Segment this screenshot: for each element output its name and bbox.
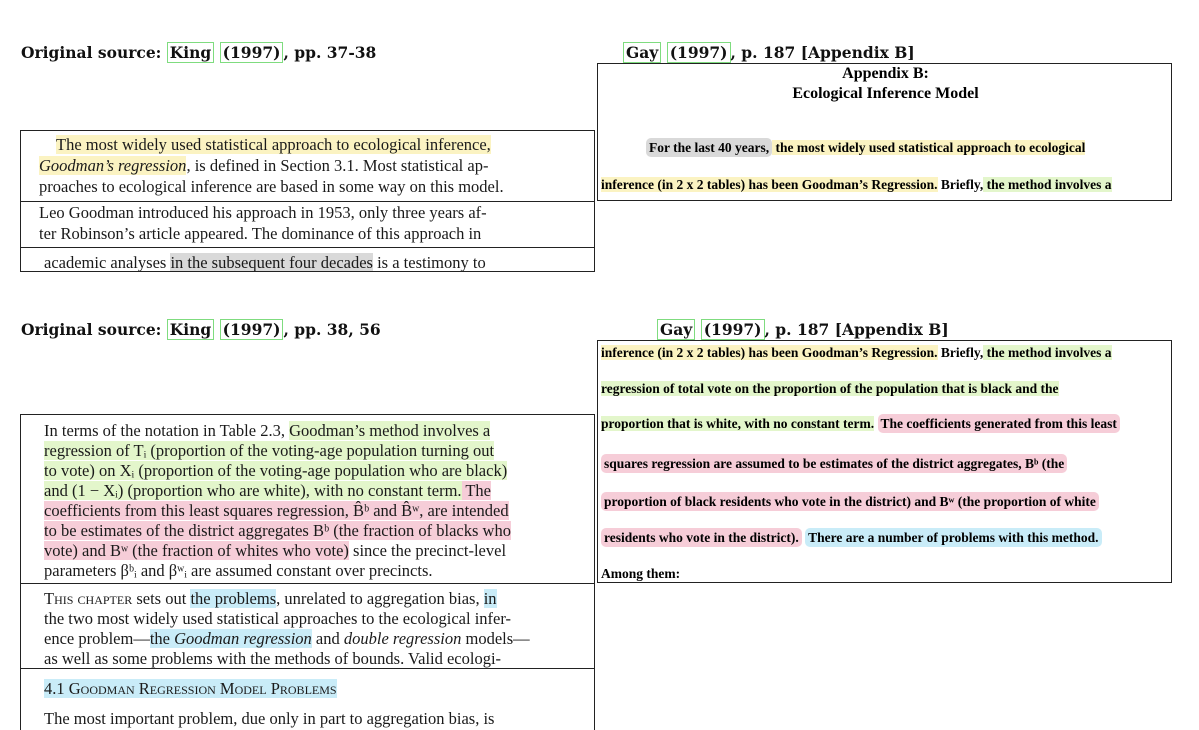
pink-highlight: residents who vote in the district). (601, 528, 802, 547)
gay-appendix-excerpt-2 (597, 340, 1172, 583)
green-highlight: regression of Tᵢ (proportion of the voting-age population turning out (44, 441, 495, 460)
blue-highlight: in (483, 589, 497, 608)
caption-rest: , p. 187 [Appendix B] (764, 320, 949, 339)
citation-author-link[interactable]: King (167, 319, 214, 340)
pink-highlight: The (461, 481, 492, 500)
caption-pages: , pp. 37-38 (283, 43, 377, 62)
citation-year-link[interactable]: (1997) (220, 42, 284, 63)
excerpt-line: ter Robinson’s article appeared. The dominance of this approach in (39, 224, 482, 243)
pink-highlight: squares regression are assumed to be estimates of the district aggregates, Bᵇ (the (601, 454, 1067, 473)
citation-year-link[interactable]: (1997) (667, 42, 731, 63)
source-caption-gay-2 (657, 320, 949, 340)
green-highlight: and (1 − Xᵢ) (proportion who are white), with no constant term. (44, 481, 462, 500)
excerpt-text: Among them: (601, 566, 681, 581)
yellow-highlight: inference (in 2 x 2 tables) has been Goodman’s Regression. (601, 177, 938, 192)
pink-highlight: The coefficients generated from this least (878, 414, 1120, 433)
double-regression-term: double regression (343, 629, 462, 648)
caption-rest: , p. 187 [Appendix B] (730, 43, 915, 62)
excerpt-text: is a testimony to (372, 253, 486, 272)
excerpt-line: The most widely used statistical approach to ecological inference, (56, 135, 491, 154)
excerpt-text: models— (461, 629, 530, 648)
pink-highlight: coefficients from this least squares regression, B̂ᵇ and B̂ʷ, are intended (44, 501, 509, 520)
green-highlight: to vote) on Xᵢ (proportion of the voting-age population who are black) (44, 461, 508, 480)
caption-prefix: Original source: (21, 43, 167, 62)
king-excerpt-para-5 (20, 583, 595, 669)
citation-author-link[interactable]: Gay (657, 319, 695, 340)
citation-author-link[interactable]: Gay (623, 42, 661, 63)
king-excerpt-para-4 (20, 414, 595, 584)
pink-highlight: proportion of black residents who vote in the district) and Bʷ (the proportion of white (601, 492, 1099, 511)
blue-highlight: There are a number of problems with this method. (805, 528, 1101, 547)
caption-pages: , pp. 38, 56 (283, 320, 381, 339)
king-excerpt-para-6 (20, 668, 595, 730)
green-highlight: the method involves a (983, 345, 1112, 360)
citation-author-link[interactable]: King (167, 42, 214, 63)
excerpt-text: Briefly, (937, 177, 984, 192)
excerpt-text: Briefly, (937, 345, 984, 360)
blue-highlight: the (149, 629, 175, 648)
goodman-regression-term: Goodman regression (174, 629, 312, 648)
yellow-highlight: inference (in 2 x 2 tables) has been Goodman’s Regression. (601, 345, 938, 360)
excerpt-text: parameters βᵇᵢ and βʷᵢ are assumed constant over precincts. (44, 561, 433, 580)
king-excerpt-para-2 (20, 201, 595, 248)
yellow-highlight: the most widely used statistical approach to ecological (772, 140, 1086, 155)
green-highlight: regression of total vote on the proportion of the population that is black and the (601, 381, 1059, 396)
excerpt-text: The most important problem, due only in part to aggregation bias, is (44, 709, 495, 728)
source-caption-gay-1 (623, 43, 915, 63)
blue-highlight: the problems (190, 589, 277, 608)
green-highlight: the method involves a (983, 177, 1112, 192)
chapter-lead-in: This chapter (44, 589, 133, 608)
excerpt-text: since the precinct-level (348, 541, 507, 560)
source-caption-king-1 (21, 43, 376, 63)
green-highlight: Goodman’s method involves a (289, 421, 491, 440)
citation-year-link[interactable]: (1997) (701, 319, 765, 340)
excerpt-line: , is defined in Section 3.1. Most statistical ap- (186, 156, 489, 175)
pink-highlight: vote) and Bʷ (the fraction of whites who vote) (44, 541, 349, 560)
gray-highlight: in the subsequent four decades (170, 253, 373, 272)
excerpt-text: , unrelated to aggregation bias, (276, 589, 484, 608)
goodman-regression-term: Goodman’s regression (39, 156, 187, 175)
source-caption-king-2 (21, 320, 381, 340)
excerpt-text: sets out (132, 589, 191, 608)
king-excerpt-para-1 (20, 130, 595, 202)
citation-year-link[interactable]: (1997) (220, 319, 284, 340)
excerpt-text: In terms of the notation in Table 2.3, (44, 421, 290, 440)
excerpt-line: proaches to ecological inference are based in some way on this model. (39, 177, 504, 196)
excerpt-text: the two most widely used statistical approaches to the ecological infer- (44, 609, 512, 628)
appendix-title: Appendix B: (842, 65, 929, 82)
pink-highlight: to be estimates of the district aggregates Bᵇ (the fraction of blacks who (44, 521, 511, 540)
excerpt-text: as well as some problems with the methods of bounds. Valid ecologi- (44, 649, 502, 668)
excerpt-text: ence problem— (44, 629, 150, 648)
caption-prefix: Original source: (21, 320, 167, 339)
gray-highlight: For the last 40 years, (646, 138, 772, 157)
section-heading: 4.1 Goodman Regression Model Problems (44, 679, 337, 698)
green-highlight: proportion that is white, with no constant term. (601, 416, 875, 431)
excerpt-line: Leo Goodman introduced his approach in 1953, only three years af- (39, 203, 487, 222)
appendix-subtitle: Ecological Inference Model (792, 85, 979, 102)
excerpt-text: academic analyses (44, 253, 171, 272)
king-excerpt-para-3 (20, 247, 595, 272)
gay-appendix-excerpt-1 (597, 63, 1172, 201)
excerpt-text: and (311, 629, 344, 648)
